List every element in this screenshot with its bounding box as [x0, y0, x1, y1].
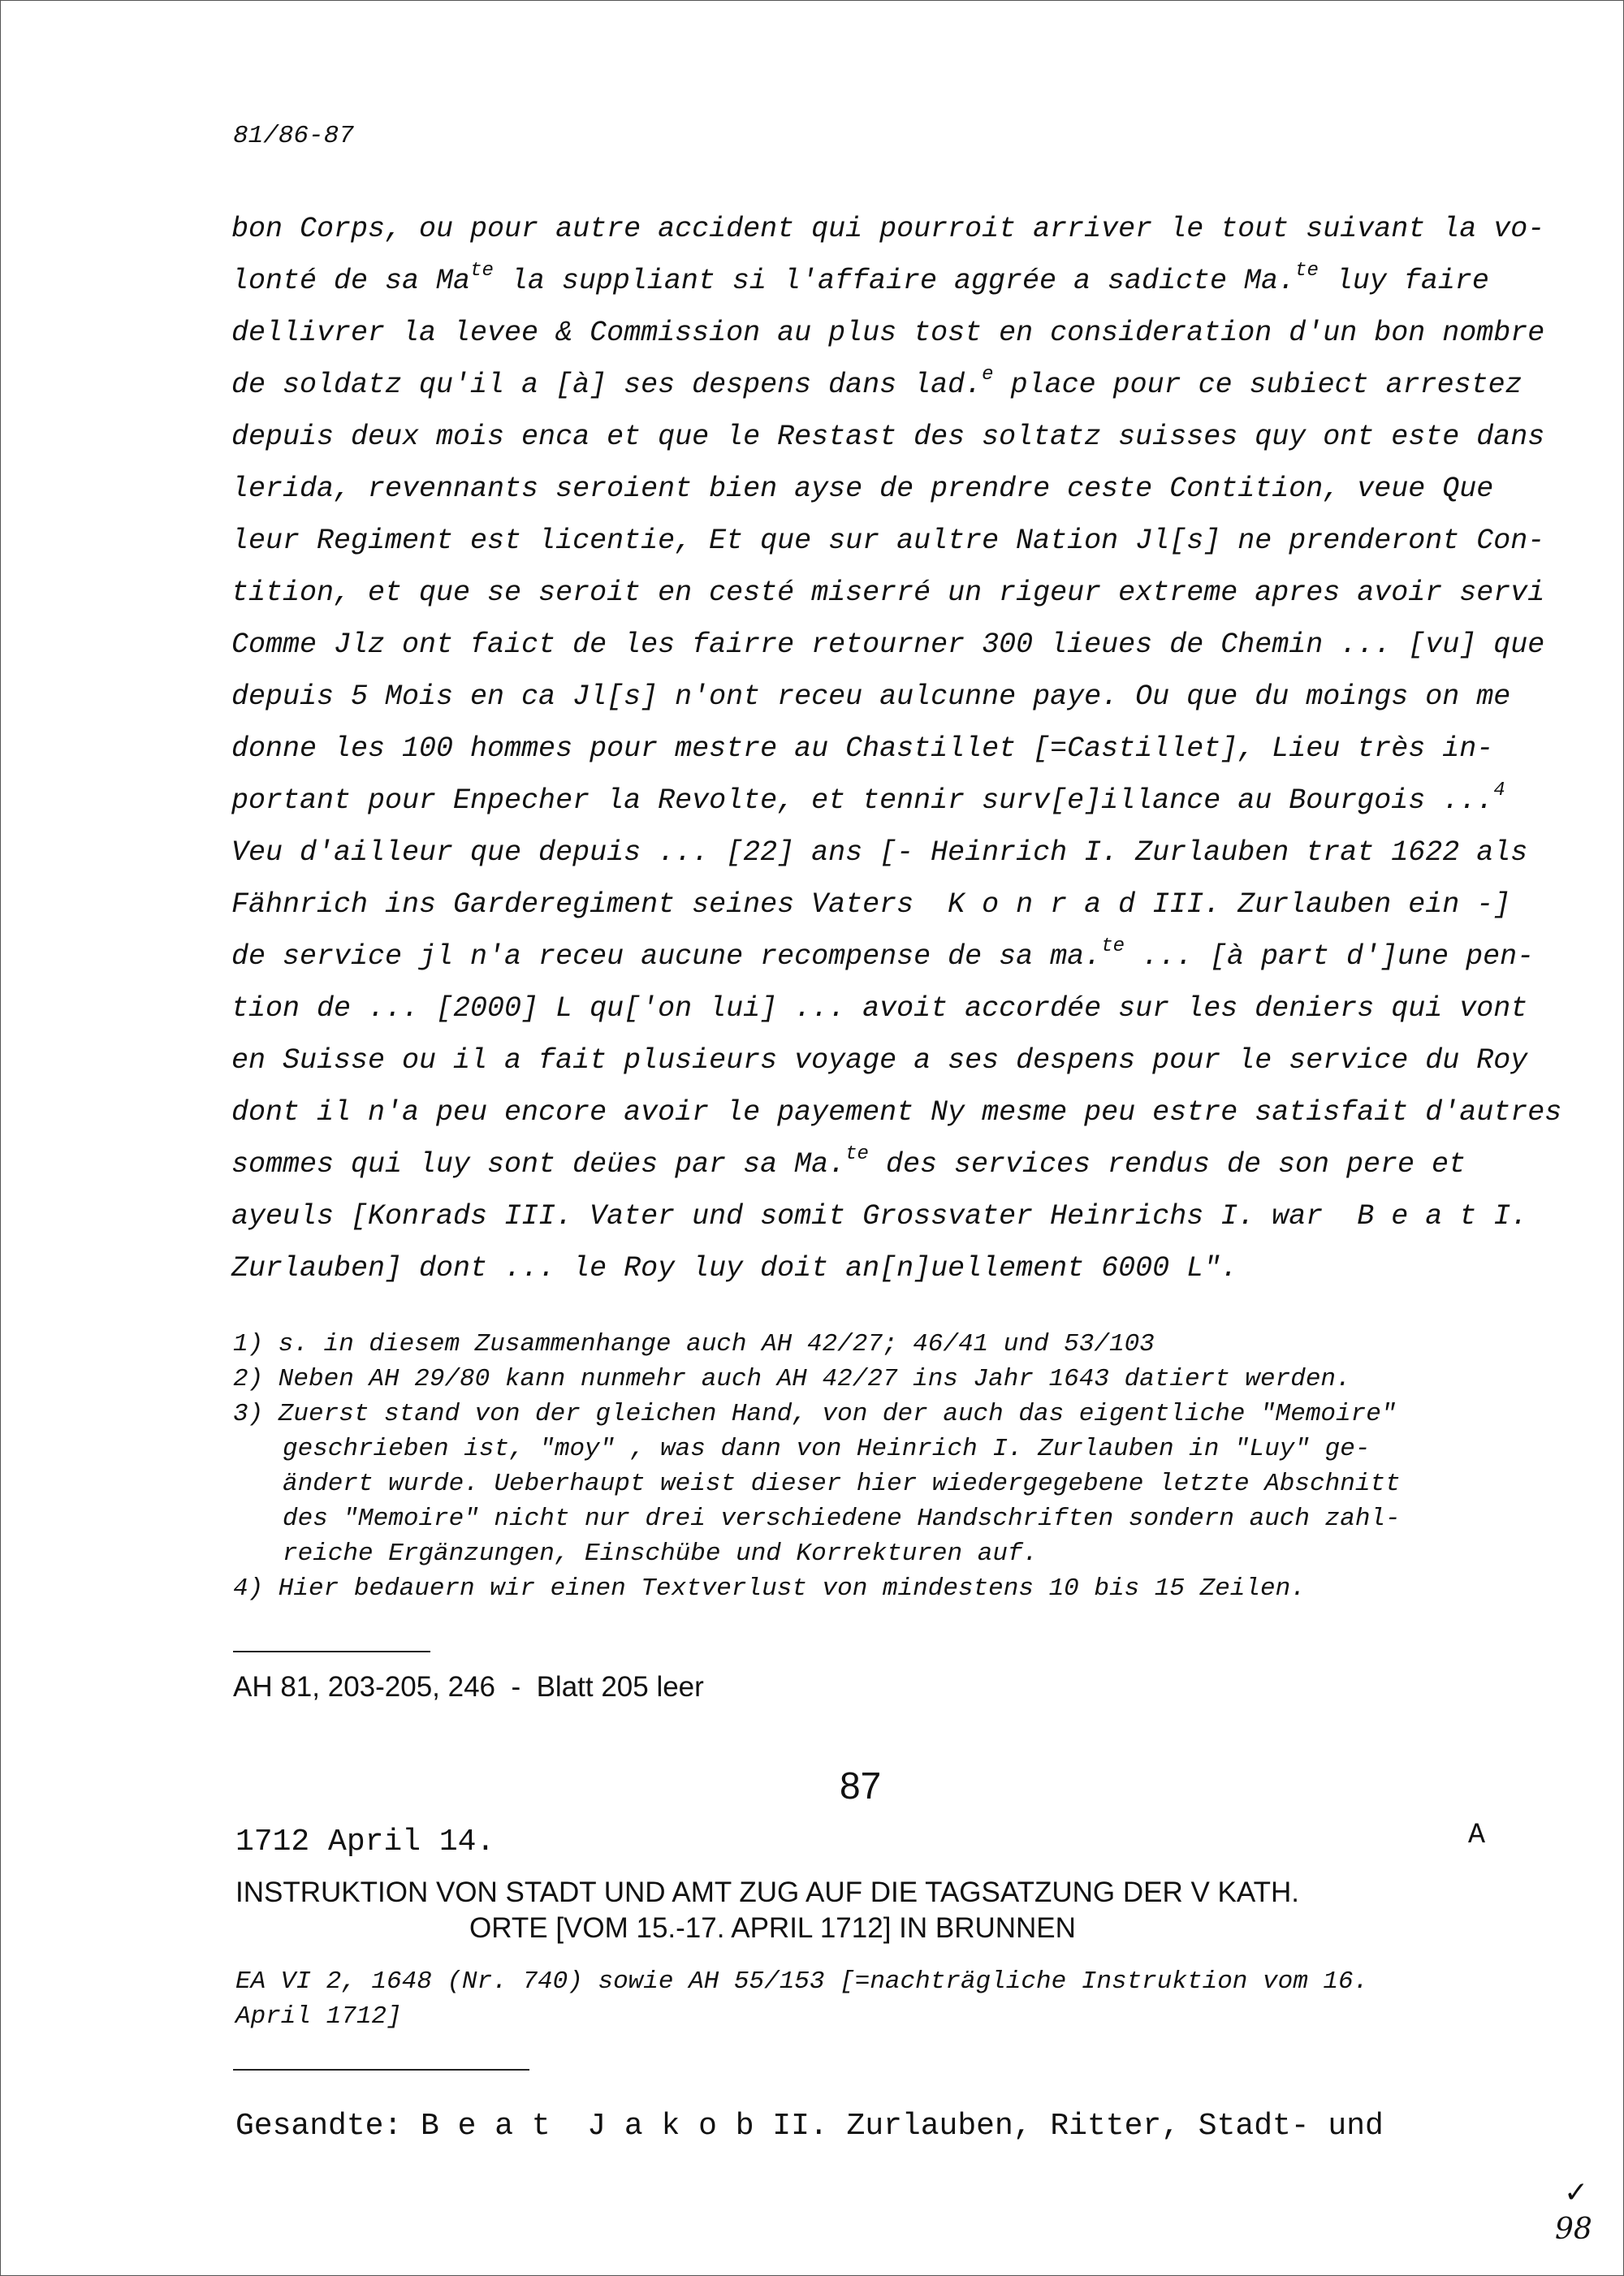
text-run: ayeuls [Konrads III. Vater und somit Grossvater Heinrichs I. war B e a t I.	[231, 1200, 1528, 1233]
divider-rule	[233, 1651, 430, 1652]
text-line	[231, 935, 1535, 973]
text-line	[231, 421, 1544, 453]
text-line	[231, 732, 1493, 765]
footnote: 4) Hier bedauern wir einen Textverlust von mindestens 10 bis 15 Zeilen.	[233, 1574, 1306, 1603]
footnote: 3) Zuerst stand von der gleichen Hand, von der auch das eigentliche "Memoire"	[233, 1400, 1397, 1428]
text-run: en Suisse ou il a fait plusieurs voyage a ses despens pour le service du Roy	[231, 1044, 1528, 1077]
text-line	[231, 577, 1544, 609]
divider-rule	[233, 2069, 529, 2071]
document-title-line2: ORTE [VOM 15.-17. APRIL 1712] IN BRUNNEN	[469, 1912, 1076, 1944]
text-line	[231, 364, 1522, 401]
handwritten-checkmark: ✓	[1564, 2176, 1589, 2209]
text-line	[231, 317, 1544, 349]
text-run: donne les 100 hommes pour mestre au Chastillet [=Castillet], Lieu très in-	[231, 732, 1494, 765]
text-line	[231, 213, 1544, 245]
text-line	[231, 260, 1489, 297]
text-run: de service jl n'a receu aucune recompense de sa ma.	[231, 940, 1102, 973]
text-run: sommes qui luy sont deües par sa Ma.	[231, 1148, 846, 1181]
text-run: lerida, revennants seroient bien ayse de prendre ceste Contition, veue Que	[231, 473, 1494, 505]
edition-reference-line1: EA VI 2, 1648 (Nr. 740) sowie AH 55/153 [=nachträgliche Instruktion vom 16.	[235, 1967, 1369, 1996]
text-line	[231, 1252, 1237, 1285]
text-run: ... [à part d']une pen-	[1125, 940, 1535, 973]
edition-reference-line2: April 1712]	[235, 2002, 402, 2031]
footnote: 1) s. in diesem Zusammenhange auch AH 42/27; 46/41 und 53/103	[233, 1330, 1155, 1358]
text-run: Fähnrich ins Garderegiment seines Vaters K o n r a d III. Zurlauben ein -]	[231, 888, 1511, 921]
superscript: te	[845, 1143, 869, 1165]
text-run: luy faire	[1318, 265, 1489, 297]
text-line	[231, 1200, 1527, 1233]
text-line	[231, 1143, 1466, 1181]
text-run: depuis deux mois enca et que le Restast des soltatz suisses quy ont este dans	[231, 421, 1545, 453]
text-run: des services rendus de son pere et	[868, 1148, 1466, 1181]
text-run: place pour ce subiect arrestez	[993, 369, 1522, 401]
text-line	[231, 473, 1493, 505]
superscript: e	[982, 364, 994, 386]
text-run: leur Regiment est licentie, Et que sur aultre Nation Jl[s] ne prenderont Con-	[231, 525, 1545, 557]
footnote-continuation: reiche Ergänzungen, Einschübe und Korrekturen auf.	[283, 1540, 1039, 1568]
text-line	[231, 780, 1505, 817]
superscript: 4	[1493, 780, 1505, 801]
text-line	[231, 1096, 1561, 1129]
document-date: 1712 April 14.	[235, 1825, 495, 1859]
text-line	[231, 1044, 1527, 1077]
text-line	[231, 888, 1510, 921]
text-run: tion de ... [2000] L qu['on lui] ... avoit accordée sur les deniers qui vont	[231, 992, 1528, 1025]
text-line	[231, 992, 1527, 1025]
envoys-line: Gesandte: B e a t J a k o b II. Zurlauben, Ritter, Stadt- und	[235, 2109, 1384, 2144]
document-title-line1: INSTRUKTION VON STADT UND AMT ZUG AUF DIE TAGSATZUNG DER V KATH.	[235, 1877, 1300, 1908]
footnote: 2) Neben AH 29/80 kann nunmehr auch AH 42/27 ins Jahr 1643 datiert werden.	[233, 1365, 1351, 1393]
text-run: portant pour Enpecher la Revolte, et tennir surv[e]illance au Bourgois ...	[231, 784, 1494, 817]
text-run: depuis 5 Mois en ca Jl[s] n'ont receu aulcunne paye. Ou que du moings on me	[231, 680, 1511, 713]
text-run: dellivrer la levee & Commission au plus tost en consideration d'un bon nombre	[231, 317, 1545, 349]
superscript: te	[1295, 260, 1319, 282]
superscript: te	[470, 260, 494, 282]
footnote-continuation: des "Memoire" nicht nur drei verschiedene Handschriften sondern auch zahl-	[283, 1505, 1401, 1533]
text-run: de soldatz qu'il a [à] ses despens dans lad.	[231, 369, 983, 401]
text-run: Comme Jlz ont faict de les fairre retourner 300 lieues de Chemin ... [vu] que	[231, 628, 1545, 661]
text-run: lonté de sa Ma	[231, 265, 471, 297]
document-number: 87	[840, 1764, 882, 1807]
handwritten-page-number: 98	[1555, 2213, 1592, 2246]
text-line	[231, 680, 1510, 713]
text-line	[231, 525, 1544, 557]
text-run: Veu d'ailleur que depuis ... [22] ans [- Heinrich I. Zurlauben trat 1622 als	[231, 836, 1528, 869]
text-line	[231, 836, 1527, 869]
document-mark: A	[1468, 1819, 1486, 1851]
footnote-continuation: geschrieben ist, "moy" , was dann von Heinrich I. Zurlauben in "Luy" ge-	[283, 1435, 1371, 1463]
text-line	[231, 628, 1544, 661]
text-run: tition, et que se seroit en cesté miserré un rigeur extreme apres avoir servi	[231, 577, 1545, 609]
source-note: AH 81, 203-205, 246 - Blatt 205 leer	[233, 1671, 704, 1703]
page-reference: 81/86-87	[233, 122, 354, 150]
text-run: la suppliant si l'affaire aggrée a sadicte Ma.	[493, 265, 1296, 297]
text-run: bon Corps, ou pour autre accident qui pourroit arriver le tout suivant la vo-	[231, 213, 1545, 245]
footnote-continuation: ändert wurde. Ueberhaupt weist dieser hier wiedergegebene letzte Abschnitt	[283, 1470, 1401, 1498]
text-run: Zurlauben] dont ... le Roy luy doit an[n]uellement 6000 L".	[231, 1252, 1238, 1285]
superscript: te	[1101, 935, 1125, 957]
text-run: dont il n'a peu encore avoir le payement Ny mesme peu estre satisfait d'autres	[231, 1096, 1562, 1129]
